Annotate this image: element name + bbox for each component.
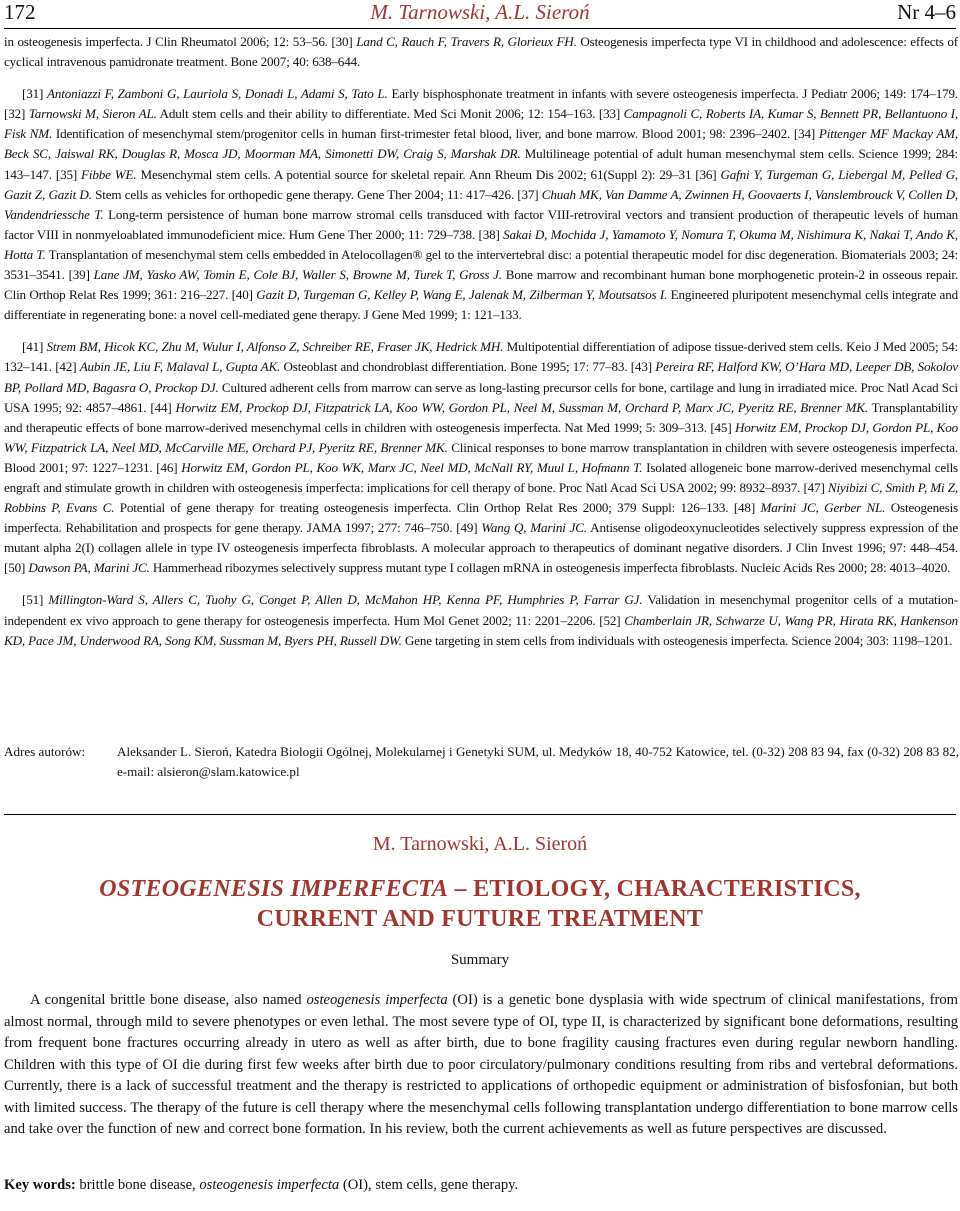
reference-authors: Aubin JE, Liu F, Malaval L, Gupta AK. (79, 359, 281, 375)
section-divider (4, 814, 956, 815)
reference-number: [43] (630, 359, 652, 375)
reference-number: [49] (456, 520, 478, 536)
reference-number: [48] (733, 500, 756, 516)
reference-block (4, 32, 958, 72)
keywords-label: Key words: (4, 1177, 76, 1193)
reference-text: Early bisphosphonate treatment in infants with severe osteogenesis imperfecta. J Pediatr 2006; 149: 174–179. (391, 86, 959, 102)
reference-number: [47] (803, 479, 825, 495)
reference-text: Validation in mesenchymal progenitor cells of a mutation-independent ex vivo approach to gene therapy for osteogenesis imperfecta. Hum Mol Genet 2002; 11: 2201–2206. (4, 592, 959, 628)
reference-authors: Chuah MK, Van Damme A, Zwinnen H, Goovaerts I, Vanslembrouck V, Collen D, Vandendriessche T. (4, 186, 959, 222)
reference-block (4, 337, 958, 578)
reference-text: Osteogenesis imperfecta. Rehabilitation and prospects for gene therapy. JAMA 1997; 277: 746–750. (4, 500, 959, 536)
reference-authors: Fibbe WE. (81, 166, 137, 182)
reference-number: [40] (231, 287, 253, 303)
reference-text: Gene targeting in stem cells from individuals with osteogenesis imperfecta. Science 2004; 303: 1198–1201. (404, 632, 953, 648)
title-italic-part: OSTEOGENESIS IMPERFECTA (99, 876, 449, 902)
summary-term: osteogenesis imperfecta (306, 992, 448, 1008)
title-rest: – ETIOLOGY, CHARACTERISTICS, CURRENT AND FUTURE TREATMENT (256, 876, 861, 932)
keywords-text: brittle bone disease, (75, 1177, 200, 1193)
reference-text: Isolated allogeneic bone marrow-derived mesenchymal cells engraft and stimulate growth in children with osteogenesis imperfecta: implications for cell therapy of bone. Proc Natl Acad Sci USA 2002; 99: 8932–8937. (4, 459, 958, 495)
reference-number: [37] (517, 186, 539, 202)
reference-authors: Niyibizi C, Smith P, Mi Z, Robbins P, Evans C. (4, 479, 958, 516)
reference-authors: Strem BM, Hicok KC, Zhu M, Wulur I, Alfonso Z, Schreiber RE, Fraser JK, Hedrick MH. (46, 339, 504, 355)
keywords-term: osteogenesis imperfecta (199, 1177, 340, 1193)
reference-number: [33] (598, 106, 621, 122)
reference-block (4, 590, 958, 650)
reference-number: [50] (4, 560, 26, 576)
reference-text: Cultured adherent cells from marrow can serve as long-lasting precursor cells for bone, cartilage and lung in irradiated mice. Proc Natl Acad Sci USA 1995; 92: 4857–4861. (4, 379, 959, 415)
reference-number: [44] (150, 399, 172, 415)
reference-text: Identification of mesenchymal stem/progenitor cells in human first-trimester fetal blood, liver, and bone marrow. Blood 2001; 98: 2396–2402. (55, 126, 791, 142)
reference-number: [42] (55, 359, 77, 375)
summary-authors: M. Tarnowski, A.L. Sieroń (372, 833, 588, 855)
reference-number: [45] (710, 419, 732, 435)
reference-text: Bone marrow and recombinant human bone morphogenetic protein-2 in osseous repair. Clin Orthop Relat Res 1999; 361: 216–227. (4, 267, 959, 303)
reference-text: Osteogenesis imperfecta type VI in childhood and adolescence: effects of cyclical intravenous pamidronate treatment. Bone 2007; 40: 638–644. (4, 34, 959, 70)
address-label: Adres autorów: (4, 744, 86, 759)
reference-text: Potential of gene therapy for treating osteogenesis imperfecta. Clin Orthop Relat Res 2000; 379 Suppl: 126–133. (119, 500, 729, 516)
page-header (4, 0, 956, 29)
reference-text: Mesenchymal stem cells. A potential source for skeletal repair. Ann Rheum Dis 2002; 61(Suppl 2): 29–31 (140, 166, 692, 182)
reference-number: [34] (793, 126, 816, 142)
reference-authors: Tarnowski M, Sieron AL. (28, 106, 157, 122)
reference-authors: Chamberlain JR, Schwarze U, Wang PR, Hirata RK, Hankenson KD, Pace JM, Underwood RA, Song KM, Sussman M, Byers PH, Russell DW. (4, 612, 958, 648)
reference-text: Hammerhead ribozymes selectively suppress mutant type I collagen mRNA in osteogenesis imperfecta fibroblasts. Nucleic Acids Res 2000; 28: 4013–4020. (152, 560, 951, 576)
reference-number: [31] (22, 86, 44, 102)
references (4, 32, 958, 651)
reference-text: Osteoblast and chondroblast differentiation. Bone 1995; 17: 77–83. (283, 359, 628, 375)
reference-number: [30] (331, 34, 353, 49)
reference-authors: Antoniazzi F, Zamboni G, Lauriola S, Donadi L, Adami S, Tato L. (47, 86, 388, 102)
reference-text: in osteogenesis imperfecta. J Clin Rheumatol 2006; 12: 53–56. (4, 34, 328, 49)
reference-block (4, 84, 958, 325)
reference-authors: Wang Q, Marini JC. (481, 520, 587, 536)
reference-number: [51] (22, 592, 44, 608)
reference-text: Transplantability and therapeutic effects of bone marrow-derived mesenchymal cells in children with osteogenesis imperfecta. Nat Med 1999; 5: 309–313. (4, 399, 959, 435)
reference-authors: Pittenger MF Mackay AM, Beck SC, Jaiswal RK, Douglas R, Mosca JD, Moorman MA, Simonetti DW, Craig S, Marshak DR. (4, 126, 959, 162)
reference-number: [41] (22, 339, 44, 355)
reference-text: Antisense oligodeoxynucleotides selectively suppress expression of the mutant alpha 2(I) collagen allele in type IV osteogenesis imperfecta fibroblasts. A molecular approach to therapeutics of dominant negative disorders. J Clin Invest 1996; 97: 448–454. (4, 520, 958, 556)
reference-authors: Campagnoli C, Roberts IA, Kumar S, Bennett PR, Bellantuono I, Fisk NM. (4, 106, 958, 142)
reference-authors: Gazit D, Turgeman G, Kelley P, Wang E, Jalenak M, Zilberman Y, Moutsatsos I. (256, 287, 668, 303)
reference-number: [35] (55, 166, 78, 182)
reference-authors: Horwitz EM, Gordon PL, Koo WK, Marx JC, Neel MD, McNall RY, Muul L, Hofmann T. (181, 459, 643, 475)
summary-text: A congenital brittle bone disease, also named (30, 992, 307, 1008)
reference-authors: Land C, Rauch F, Travers R, Glorieux FH. (356, 34, 577, 49)
reference-authors: Lane JM, Yasko AW, Tomin E, Cole BJ, Waller S, Browne M, Turek T, Gross J. (93, 267, 502, 283)
keywords (4, 1177, 958, 1194)
reference-text: Transplantation of mesenchymal stem cells embedded in Atelocollagen® gel to the intervertebral disc: a potential therapeutic model for disc degeneration. Biomaterials 2003; 24: 3531–3541. (4, 246, 958, 283)
issue-number: Nr 4–6 (897, 0, 956, 24)
reference-authors: Sakai D, Mochida J, Yamamoto Y, Nomura T, Okuma M, Nishimura K, Nakai T, Ando K, Hotta T. (4, 226, 958, 262)
reference-number: [38] (478, 226, 500, 242)
page-number: 172 (4, 0, 36, 24)
summary-body (4, 990, 958, 1141)
summary-text: (OI) is a genetic bone dysplasia with wide spectrum of clinical manifestations, from almost normal, through mild to severe phenotypes or even lethal. The most severe type of OI, type II, is characterized by significant bone deformations, resulting from frequent bone fractures occurring already in utero as well as after birth, due to bone fragility causing fractures even during regular newborn handling. Children with this type of OI die during first few weeks after birth due to poor circulatory/pulmonary conditions resulting from ribs and vertebral deformations. Currently, there is a lack of successful treatment and the therapy is restricted to applications of orthopedic equipment or administration of bisfosfonian, but both with limited success. The therapy of the future is cell therapy where the mesenchymal cells following transplantation undergo differentiation to bone marrow cells and take over the function of new and correct bone formation. In his review, both the current achievements as well as future perspectives are discussed. (4, 992, 958, 1137)
reference-number: [46] (156, 459, 178, 475)
summary-title (60, 874, 900, 934)
reference-authors: Gafni Y, Turgeman G, Liebergal M, Pelled G, Gazit Z, Gazit D. (4, 166, 959, 202)
reference-number: [52] (599, 612, 621, 628)
reference-text: Multilineage potential of adult human mesenchymal stem cells. Science 1999; 284: 143–147. (4, 146, 958, 182)
reference-authors: Horwitz EM, Prockop DJ, Fitzpatrick LA, Koo WW, Gordon PL, Neel M, Sussman M, Orchard P, Marx JC, Pyeritz RE, Brenner MK. (175, 399, 868, 415)
summary-heading: Summary (450, 952, 510, 968)
reference-text: Multipotential differentiation of adipose tissue-derived stem cells. Keio J Med 2005; 54: 132–141. (4, 339, 959, 375)
keywords-text: (OI), stem cells, gene therapy. (339, 1177, 519, 1193)
reference-number: [39] (68, 267, 90, 283)
reference-authors: Marini JC, Gerber NL. (760, 500, 886, 516)
reference-authors: Horwitz EM, Prockop DJ, Gordon PL, Koo WW, Fitzpatrick LA, Neel MD, McCarville ME, Orchard PJ, Pyeritz RE, Brenner MK. (4, 419, 959, 455)
reference-text: Engineered pluripotent mesenchymal cells integrate and differentiate in regenerating bone: a novel cell-mediated gene therapy. J Gene Med 1999; 1: 121–133. (4, 287, 959, 323)
reference-text: Stem cells as vehicles for orthopedic gene therapy. Gene Ther 2004; 11: 417–426. (95, 186, 514, 202)
reference-text: Clinical responses to bone marrow transplantation in children with severe osteogenesis imperfecta. Blood 2001; 97: 1227–1231. (4, 439, 958, 475)
reference-authors: Pereira RF, Halford KW, O’Hara MD, Leeper DB, Sokolov BP, Pollard MD, Bagasra O, Prockop DJ. (4, 359, 959, 395)
reference-number: [36] (695, 166, 717, 182)
address-text: Aleksander L. Sieroń, Katedra Biologii Ogólnej, Molekularnej i Genetyki SUM, ul. Medyków 18, 40-752 Katowice, tel. (0-32) 208 83 94, fax (0-32) 208 83 82, e-mail: alsieron@slam.katowice.pl (117, 744, 959, 779)
running-title: M. Tarnowski, A.L. Sieroń (370, 0, 590, 24)
reference-text: Long-term persistence of human bone marrow stromal cells transduced with factor VIII-retroviral vectors and transient production of therapeutic levels of human factor VIII in nonmyeloablated immunodeficient mice. Hum Gene Ther 2000; 11: 729–738. (4, 206, 959, 242)
reference-authors: Millington-Ward S, Allers C, Tuohy G, Conget P, Allen D, McMahon HP, Kenna PF, Humphries P, Farrar GJ. (48, 592, 643, 608)
reference-text: Adult stem cells and their ability to differentiate. Med Sci Monit 2006; 12: 154–163. (159, 106, 596, 122)
reference-authors: Dawson PA, Marini JC. (28, 560, 150, 576)
reference-number: [32] (4, 106, 26, 122)
